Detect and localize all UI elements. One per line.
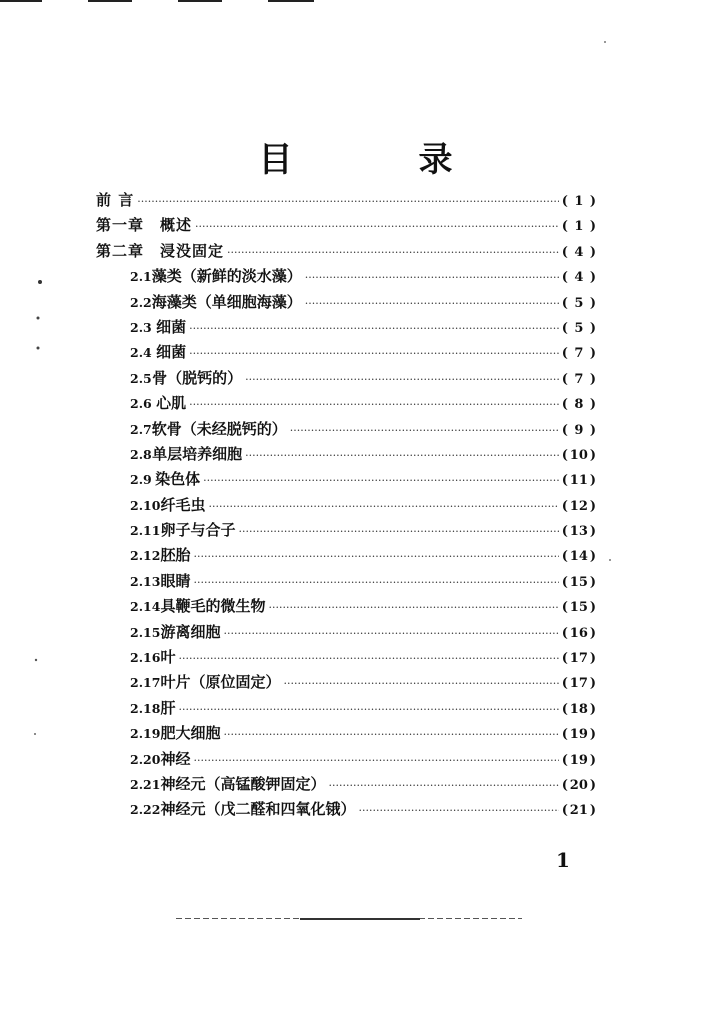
paren-close: ) (589, 447, 596, 463)
page-ref (562, 494, 596, 519)
paren-close: ) (589, 295, 596, 311)
paren-open: ( (561, 701, 568, 717)
paren-close: ) (589, 651, 596, 667)
page-number-ref: 15 (569, 574, 588, 590)
paren-close: ) (589, 752, 596, 768)
section-number: 2.3 (130, 319, 152, 335)
page-number-ref: 4 (574, 270, 584, 286)
page-ref (562, 443, 596, 468)
paren-close: ) (589, 727, 596, 743)
page-ref (562, 646, 596, 671)
section-number: 2.15 (130, 624, 161, 640)
page-ref (562, 392, 596, 417)
paren-open: ( (561, 777, 568, 793)
paren-close: ) (589, 194, 596, 209)
toc-row[interactable] (96, 645, 596, 670)
leader-dots (328, 773, 558, 798)
paren-open: ( (561, 219, 568, 235)
entry-title: 卵子与合子 (160, 521, 236, 540)
page-number-ref: 1 (574, 194, 584, 209)
section-number: 2.13 (130, 573, 161, 589)
paren-open: ( (561, 625, 568, 641)
entry-title: 肝 (160, 698, 176, 717)
toc-row[interactable] (96, 315, 596, 340)
leader-dots (238, 519, 558, 544)
paren-close: ) (589, 549, 596, 565)
paren-open: ( (561, 295, 568, 311)
toc-row[interactable] (96, 543, 596, 568)
leader-dots (305, 265, 559, 290)
page-ref (562, 519, 596, 544)
leader-dots (268, 595, 558, 620)
leader-dots (189, 316, 559, 341)
page-ref (562, 468, 596, 493)
page-ref (562, 418, 596, 443)
section-number: 2.1 (130, 269, 152, 285)
toc-row[interactable] (96, 391, 596, 416)
leader-dots (223, 621, 558, 646)
toc-row[interactable] (96, 620, 596, 645)
page-ref (562, 265, 596, 290)
paren-close: ) (589, 320, 596, 336)
section-number: 2.14 (130, 599, 161, 615)
paren-close: ) (589, 676, 596, 692)
toc-row[interactable] (96, 366, 596, 391)
section-number: 2.11 (130, 523, 161, 539)
page-ref (562, 671, 596, 696)
page-number-ref: 5 (574, 295, 584, 311)
entry-title: 肥大细胞 (160, 724, 221, 743)
section-number: 2.19 (130, 726, 161, 742)
paren-open: ( (561, 346, 568, 362)
leader-dots (137, 189, 558, 214)
leader-dots (193, 748, 558, 773)
page-ref (562, 773, 596, 798)
page-ref (562, 316, 596, 341)
section-number: 2.9 (130, 472, 152, 488)
section-number: 2.16 (130, 650, 161, 666)
page-number-ref: 9 (574, 422, 584, 438)
bottom-rule-solid (300, 918, 420, 920)
paren-close: ) (589, 701, 596, 717)
section-number: 2.10 (130, 497, 161, 513)
entry-title: 游离细胞 (160, 622, 221, 641)
toc-row[interactable] (96, 417, 596, 442)
page-number-ref: 16 (569, 625, 588, 641)
paren-open: ( (561, 727, 568, 743)
paren-close: ) (589, 422, 596, 438)
page-ref (562, 367, 596, 392)
toc-row[interactable] (96, 670, 596, 695)
paren-close: ) (589, 574, 596, 590)
paren-close: ) (589, 244, 596, 260)
paren-open: ( (561, 320, 568, 336)
entry-title: 第二章 浸没固定 (96, 241, 225, 260)
section-number: 2.20 (130, 751, 161, 767)
page-title: 目 录 (258, 140, 499, 180)
page-ref (562, 697, 596, 722)
page-ref (562, 798, 596, 823)
page-number-ref: 11 (569, 473, 588, 489)
leader-dots (245, 443, 559, 468)
paren-close: ) (589, 270, 596, 286)
section-number: 2.7 (130, 421, 152, 437)
paren-close: ) (589, 777, 596, 793)
page-number-ref: 17 (569, 676, 588, 692)
page-number-ref: 17 (569, 651, 588, 667)
page-number-ref: 19 (569, 752, 588, 768)
toc-row[interactable] (96, 594, 596, 619)
entry-title: 细菌 (156, 317, 187, 336)
toc-row[interactable] (96, 797, 596, 822)
leader-dots (203, 468, 559, 493)
entry-title: 藻类（新鲜的淡水藻） (151, 267, 302, 286)
speck (604, 41, 606, 43)
paren-open: ( (561, 549, 568, 565)
toc-row[interactable] (96, 772, 596, 797)
toc-row[interactable] (96, 467, 596, 492)
page-number-ref: 10 (569, 447, 588, 463)
paren-close: ) (589, 498, 596, 514)
toc-row[interactable] (96, 442, 596, 467)
paren-close: ) (589, 625, 596, 641)
paren-close: ) (589, 397, 596, 413)
speck (35, 659, 37, 661)
leader-dots (227, 240, 559, 265)
page-ref (562, 748, 596, 773)
toc-row[interactable] (96, 493, 596, 518)
page-number-ref: 7 (574, 371, 584, 387)
toc-row[interactable] (96, 696, 596, 721)
entry-title: 海藻类（单细胞海藻） (151, 292, 302, 311)
leader-dots (178, 646, 558, 671)
entry-title: 心肌 (156, 394, 187, 413)
paren-close: ) (589, 346, 596, 362)
page-number-ref: 21 (569, 803, 588, 819)
entry-title: 叶 (160, 648, 176, 667)
leader-dots (283, 671, 558, 696)
page-number: 1 (556, 848, 570, 872)
entry-title: 神经元（戊二醛和四氧化锇） (160, 800, 356, 819)
leader-dots (178, 697, 558, 722)
entry-title: 神经元（高锰酸钾固定） (160, 774, 326, 793)
paren-open: ( (561, 752, 568, 768)
leader-dots (358, 798, 558, 823)
speck (37, 317, 40, 320)
leader-dots (189, 341, 559, 366)
page-number-ref: 15 (569, 600, 588, 616)
paren-close: ) (589, 371, 596, 387)
toc-row[interactable] (96, 213, 596, 238)
entry-title: 叶片（原位固定） (160, 673, 281, 692)
paren-open: ( (561, 270, 568, 286)
page-number-ref: 4 (574, 244, 584, 260)
leader-dots (195, 214, 559, 239)
toc-row[interactable] (96, 340, 596, 365)
page-ref (562, 595, 596, 620)
paren-open: ( (561, 473, 568, 489)
page-number-ref: 8 (574, 397, 584, 413)
page-ref (562, 189, 596, 214)
page-ref (562, 291, 596, 316)
paren-open: ( (561, 422, 568, 438)
section-number: 2.8 (130, 446, 152, 462)
page-number-ref: 18 (569, 701, 588, 717)
leader-dots (223, 722, 558, 747)
paren-open: ( (561, 447, 568, 463)
entry-title: 细菌 (156, 343, 187, 362)
paren-close: ) (589, 524, 596, 540)
speck (37, 347, 40, 350)
page-ref (562, 240, 596, 265)
page-number-ref: 13 (569, 524, 588, 540)
page-number-ref: 19 (569, 727, 588, 743)
paren-open: ( (561, 498, 568, 514)
entry-title: 胚胎 (160, 546, 191, 565)
paren-open: ( (561, 676, 568, 692)
toc-row[interactable] (96, 518, 596, 543)
paren-open: ( (561, 524, 568, 540)
toc-row[interactable] (96, 290, 596, 315)
page-ref (562, 570, 596, 595)
section-number: 2.21 (130, 776, 161, 792)
paren-open: ( (561, 371, 568, 387)
paren-open: ( (561, 574, 568, 590)
section-number: 2.5 (130, 370, 152, 386)
page-ref (562, 214, 596, 239)
table-of-contents (96, 188, 596, 823)
entry-title: 前 言 (96, 191, 135, 209)
top-edge-marks (0, 0, 711, 6)
leader-dots (305, 291, 559, 316)
page-number-ref: 7 (574, 346, 584, 362)
paren-open: ( (561, 600, 568, 616)
paren-close: ) (589, 219, 596, 235)
paren-open: ( (561, 651, 568, 667)
entry-title: 单层培养细胞 (152, 444, 243, 463)
speck (38, 280, 42, 284)
entry-title: 眼睛 (160, 571, 191, 590)
leader-dots (208, 494, 558, 519)
page-ref (562, 544, 596, 569)
toc-row[interactable] (96, 239, 596, 264)
section-number: 2.18 (130, 700, 161, 716)
section-number: 2.17 (130, 675, 161, 691)
entry-title: 骨（脱钙的） (152, 368, 243, 387)
speck (34, 733, 36, 735)
paren-open: ( (561, 244, 568, 260)
toc-row[interactable] (96, 188, 596, 213)
paren-close: ) (589, 600, 596, 616)
page-number-ref: 1 (574, 219, 584, 235)
paren-open: ( (561, 194, 568, 209)
entry-title: 染色体 (155, 470, 201, 489)
toc-row[interactable] (96, 747, 596, 772)
page-ref (562, 722, 596, 747)
entry-title: 神经 (160, 749, 191, 768)
leader-dots (193, 544, 558, 569)
entry-title: 软骨（未经脱钙的） (151, 419, 287, 438)
leader-dots (290, 418, 559, 443)
toc-row[interactable] (96, 569, 596, 594)
page-number-ref: 5 (574, 320, 584, 336)
leader-dots (193, 570, 558, 595)
entry-title: 纤毛虫 (160, 495, 206, 514)
leader-dots (189, 392, 559, 417)
paren-open: ( (561, 803, 568, 819)
toc-row[interactable] (96, 264, 596, 289)
section-number: 2.6 (130, 396, 152, 412)
entry-title: 具鞭毛的微生物 (160, 597, 266, 616)
page-number-ref: 12 (569, 498, 588, 514)
toc-row[interactable] (96, 721, 596, 746)
page-number-ref: 14 (569, 549, 588, 565)
section-number: 2.22 (130, 802, 161, 818)
page-ref (562, 621, 596, 646)
leader-dots (245, 367, 559, 392)
section-number: 2.4 (130, 345, 152, 361)
paren-close: ) (589, 473, 596, 489)
entry-title: 第一章 概述 (96, 216, 193, 235)
section-number: 2.2 (130, 294, 152, 310)
page-ref (562, 341, 596, 366)
page-number-ref: 20 (569, 777, 588, 793)
section-number: 2.12 (130, 548, 161, 564)
speck (609, 559, 611, 561)
paren-close: ) (589, 803, 596, 819)
paren-open: ( (561, 397, 568, 413)
